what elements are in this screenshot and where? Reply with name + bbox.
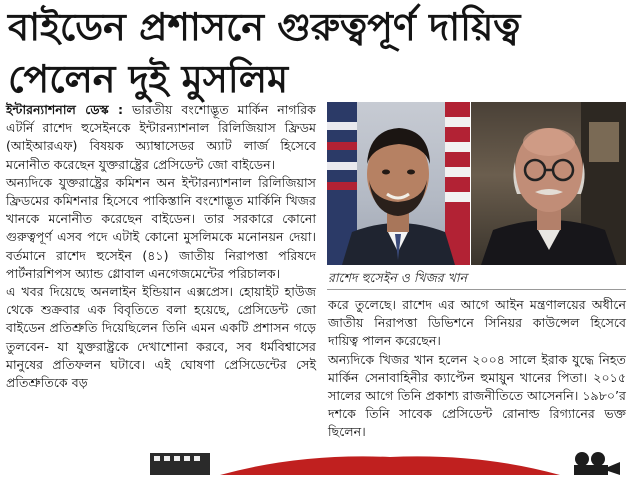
article-text-1: ভারতীয় বংশোদ্ভূত মার্কিন নাগরিক এটর্নি রাশেদ হুসেইনকে ইন্টারন্যাশনাল রিলিজিয়াস ফ্রিডম (আইআরএফ) বিষয়ক অ্যাম্বাসেডর অ্যাট লার্জ হিসেবে মনোনীত করেছেন যুক্তরাষ্ট্রের প্রেসিডেন্ট জো বাইডেন। <box>6 102 316 172</box>
photo-caption: রাশেদ হুসেইন ও খিজর খান <box>328 270 467 285</box>
article-paragraph-3: এ খবর দিয়েছে অনলাইন ইন্ডিয়ান এক্সপ্রেস। হোয়াইট হাউজ থেকে শুক্রবার এক বিবৃতিতে বলা হয়েছে, প্রেসিডেন্ট জো বাইডেন প্রতিশ্রুতি দিয়েছিলেন তিনি এমন একটি প্রশাসন গড়ে তুলবেন- যা যুক্তরাষ্ট্রকে দেখাশোনা করবে, সব ধর্মবিশ্বাসের মানুষের প্রতিফলন ঘটাবে। এই ঘোষণা প্রেসিডেন্টের সেই প্রতিশ্রুতিকে বড় <box>6 284 316 391</box>
headline-line-2: পেলেন দুই মুসলিম <box>8 57 289 101</box>
movie-camera-icon <box>574 452 620 475</box>
article-paragraph-5: অন্যদিকে খিজর খান হলেন ২০০৪ সালে ইরাক যুদ্ধে নিহত মার্কিন সেনাবাহিনীর ক্যাপ্টেন হুমায়ুন খানের পিতা। ২০১৫ সালের আগে তিনি প্রকাশ্য রাজনীতিতে আসেননি। ১৯৮০’র দশকে তিনি সাবেক প্রেসিডেন্ট রোনাল্ড রিগ্যানের ভক্ত ছিলেন। <box>328 351 626 440</box>
divider <box>327 289 626 290</box>
headline-line-1: বাইডেন প্রশাসনে গুরুত্বপূর্ণ দায়িত্ব <box>8 5 521 49</box>
photo-khizr-khan <box>471 102 626 265</box>
photo-rashad-hussain <box>327 102 470 265</box>
article-column-right <box>328 296 626 442</box>
article-paragraph-2: অন্যদিকে যুক্তরাষ্ট্রের কমিশন অন ইন্টারন্যাশনাল রিলিজিয়াস ফ্রিডমের কমিশনার হিসেবে পাকিস্তানি বংশোদ্ভূত মার্কিনি খিজর খানকে মনোনীত করেছেন বাইডেন। তার সরকারে কোনো গুরুত্বপূর্ণ এসব পদে এটাই কোনো মুসলিমকে মনোনয়ন দেয়া। বর্তমানে রাশেদ হুসেইন (৪১) জাতীয় নিরাপত্তা পরিষদে পার্টনারশিপস অ্যান্ড গ্লোবাল এনগেজমেন্টের পরিচালক। <box>6 174 316 281</box>
film-reel-icon <box>150 453 210 475</box>
article-paragraph-1 <box>6 101 316 174</box>
article-paragraph-4: করে তুলেছে। রাশেদ এর আগে আইন মন্ত্রণালয়ের অধীনে জাতীয় নিরাপত্তা ডিভিশনে সিনিয়র কাউন্সেল হিসেবে দায়িত্ব পালন করেছেন। <box>328 297 626 349</box>
advertisement-strip <box>150 449 635 475</box>
dateline: ইন্টারন্যাশনাল ডেস্ক : <box>6 102 124 117</box>
article-column-left <box>6 101 316 392</box>
us-flag-right <box>445 102 470 265</box>
